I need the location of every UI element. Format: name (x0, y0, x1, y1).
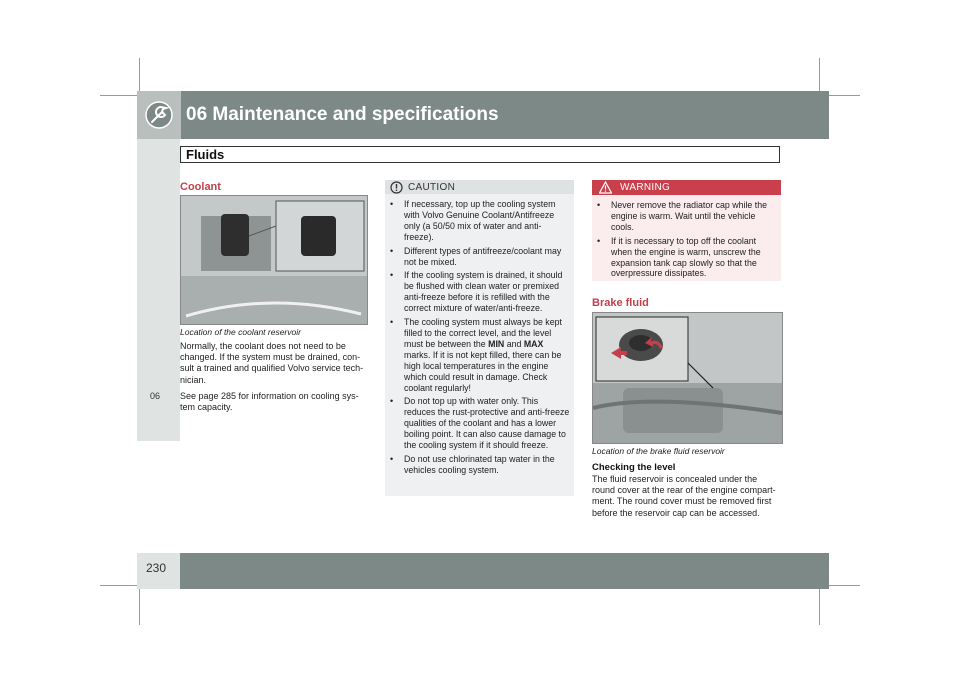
warning-list (596, 200, 778, 282)
warning-icon (599, 181, 612, 199)
caution-item: • If necessary, top up the cooling system with Volvo Genuine Coolant/Antifreeze only (a 50/50 mix of water and anti-freeze). (389, 199, 571, 243)
coolant-caption: Location of the coolant reservoir (180, 327, 301, 337)
warning-item: • If it is necessary to top off the coolant when the engine is warm, unscrew the expansion tank cap slowly so that the overpressure dissipates. (596, 236, 778, 280)
footer-bar (180, 553, 829, 589)
coolant-paragraph: Normally, the coolant does not need to be changed. If the system must be drained, con-sult a trained and qualified Volvo service tech-nician. (180, 341, 364, 385)
page-number: 230 (146, 561, 167, 575)
brake-engine-illustration (593, 313, 782, 443)
coolant-reservoir-image (180, 195, 368, 325)
caution-icon (390, 181, 403, 199)
coolant-paragraph: See page 285 for information on cooling sys-tem capacity. (180, 391, 359, 413)
engine-illustration (181, 196, 367, 324)
caution-item: • If the cooling system is drained, it should be flushed with clean water or premixed anti-freeze before it is refilled with the correct mixture of water/anti-freeze. (389, 270, 571, 314)
caution-item: • Do not top up with water only. This reduces the rust-protective and anti-freeze qualities of the coolant and has a lower boiling point. It can also cause damage to the cooling system if it should freeze. (389, 396, 571, 451)
caution-item: • Different types of antifreeze/coolant may not be mixed. (389, 246, 571, 268)
caution-item: • Do not use chlorinated tap water in the vehicles cooling system. (389, 454, 571, 476)
warning-item: • Never remove the radiator cap while the engine is warm. Wait until the vehicle cools. (596, 200, 778, 233)
caution-title: CAUTION (408, 182, 456, 193)
section-subtitle: Fluids (186, 147, 225, 162)
checking-level-heading: Checking the level (592, 462, 676, 473)
chapter-icon-background (137, 91, 181, 139)
wrench-icon (137, 91, 181, 139)
section-subtitle-box (180, 146, 780, 163)
caution-item: • The cooling system must always be kept filled to the correct level, and the level must be between the MIN and MAX marks. If it is not kept filled, there can be high local temperatures in the engine which could result in damage. Check coolant regularly! (389, 317, 571, 393)
warning-title: WARNING (620, 182, 671, 193)
brake-fluid-reservoir-image (592, 312, 783, 444)
side-tab-number: 06 (150, 391, 161, 401)
brake-fluid-caption: Location of the brake fluid reservoir (592, 446, 725, 456)
coolant-heading: Coolant (180, 181, 221, 193)
chapter-title: 06 Maintenance and specifications (186, 104, 499, 125)
brake-fluid-paragraph: The fluid reservoir is concealed under the round cover at the rear of the engine compart-ment. The round cover must be removed first before the reservoir cap can be accessed. (592, 474, 776, 518)
caution-list (389, 199, 571, 479)
brake-fluid-heading: Brake fluid (592, 297, 649, 309)
